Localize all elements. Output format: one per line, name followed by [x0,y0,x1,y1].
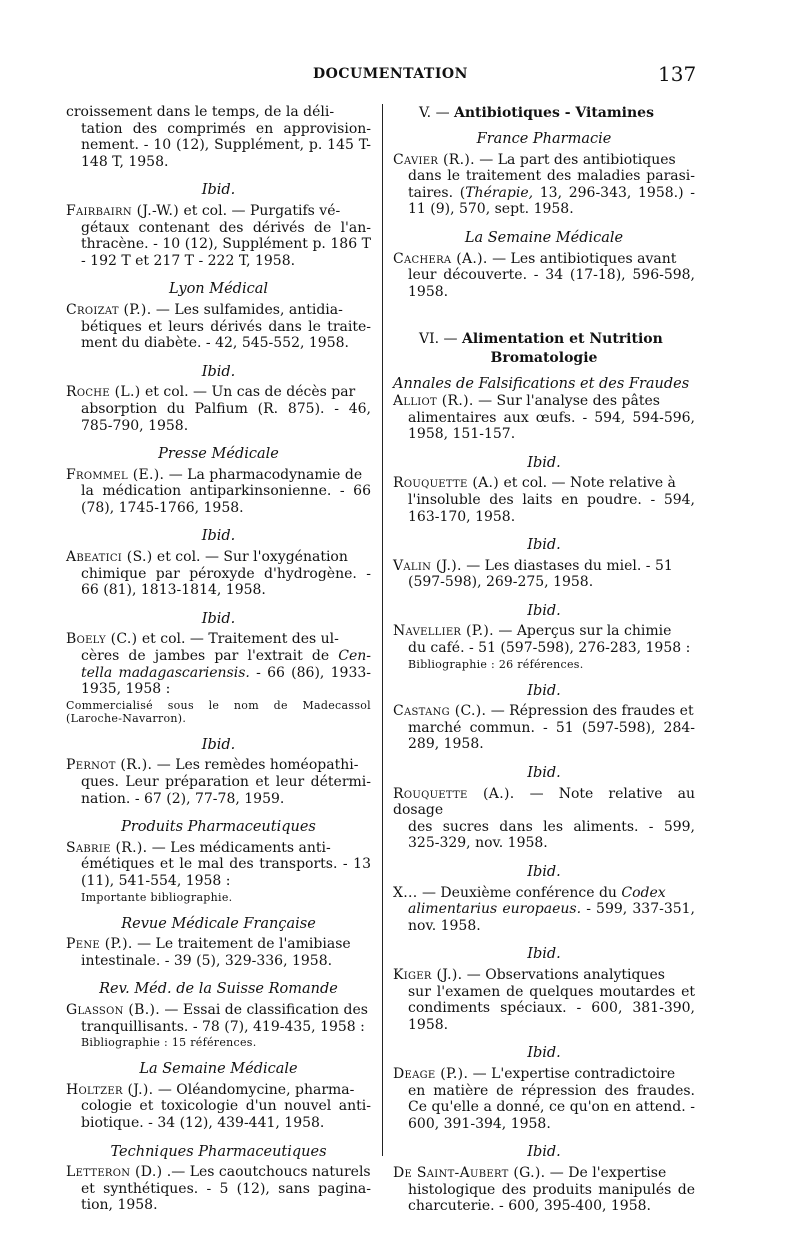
right-column [393,104,695,1215]
section-number: V. — [419,105,455,121]
entry-continuation: leur découverte. - 34 (17-18), 596-598, 1958. [408,267,695,300]
entry-continuation: absorption du Palfium (R. 875). - 46, 785-790, 1958. [81,400,371,434]
entry-author: De Saint-Aubert (G.). [393,1164,546,1181]
entry-continuation: alimentaires aux œufs. - 594, 594-596, 1958, 151-157. [408,409,695,443]
left-column [66,104,371,1214]
entry-author: Castang (C.). [393,703,487,720]
bibliography-entry [66,1082,371,1132]
entry-lead [66,1082,371,1099]
entry-lead [393,1165,695,1182]
entry-author: Fairbairn (J.-W.) [66,202,180,219]
entry-lead-text: — Les antibiotiques avant [487,250,677,267]
entry-lead-text: — Deuxième conférence du [417,884,622,901]
source-heading: Revue Médicale Française [121,915,316,932]
entry-author: Rouquette (A.). [393,785,515,802]
source-heading: La Semaine Médicale [139,1061,298,1078]
entry-lead [393,967,695,984]
bibliography-entry [66,936,371,969]
bibliography-entry [393,393,695,443]
page-number: 137 [658,62,697,86]
source-heading: Ibid. [201,610,236,627]
source-heading: Rev. Méd. de la Suisse Romande [99,981,338,998]
entry-lead [66,302,371,319]
entry-lead [393,885,695,902]
entry-continuation: la médication antiparkinsonienne. - 66 (78), 1745-1766, 1958. [81,483,371,516]
source-heading: Ibid. [527,864,561,880]
entry-continuation: bétiques et leurs dérivés dans le traite-ment du diabète. - 42, 545-552, 1958. [81,318,371,352]
codex-title: alimentarius europaeus. [408,901,582,918]
bibliography-entry [66,384,371,434]
entry-lead-text: .— Les caoutchoucs naturels [162,1164,371,1181]
entry-continuation: cologie et toxicologie d'un nouvel anti-biotique. - 34 (12), 439-441, 1958. [81,1098,371,1131]
bibliography-entry [66,549,371,599]
entry-lead-text: et col. — Traitement des ul- [137,631,339,648]
bibliography-entry [66,840,371,904]
bibliography-entry [66,1002,371,1049]
entry-lead-text: — Oléandomycine, pharma- [153,1081,355,1098]
entry-lead-text: et col. — Un cas de décès par [140,384,356,401]
entry-note: Commercialisé sous le nom de Madecassol (Laroche-Navarron). [66,698,371,725]
source-heading: Ibid. [527,682,561,699]
entry-author: Boely (C.) [66,631,138,648]
entry-lead-text: — La pharmacodynamie de [164,466,363,483]
entry-lead [66,203,371,220]
bibliography-entry [66,1164,371,1214]
entry-lead-text: — Essai de classification des [159,1001,368,1018]
entry-lead [66,549,371,566]
entry-continuation: gétaux contenant des dérivés de l'an-thracène. - 10 (12), Supplément p. 186 T - 192 T et 217 T - 222 T, 1958. [81,219,371,269]
entry-lead [66,936,371,953]
species-name: Cen-tella madagascariensis. [81,648,371,681]
entry-author: Alliot (R.). [393,392,474,409]
entry-author: Kiger (J.). [393,966,463,983]
entry-lead [393,251,695,268]
section-subtitle: Bromatologie [490,350,598,367]
source-heading: Techniques Pharmaceutiques [110,1143,327,1160]
entry-lead-text: — Les diastases du miel. - 51 [461,557,673,574]
source-heading: Presse Médicale [158,446,279,463]
entry-lead-text: — Le traitement de l'amibiase [132,936,351,953]
entry-lead [393,703,695,720]
entry-lead-text: — Sur l'analyse des pâtes [473,392,660,409]
source-heading: Lyon Médical [169,281,268,298]
source-heading: Ibid. [527,946,561,963]
entry-author: Holtzer (J.). [66,1081,154,1098]
bibliography-entry [66,757,371,807]
entry-continuation: marché commun. - 51 (597-598), 284-289, 1958. [408,719,695,753]
entry-author: Pene (P.). [66,936,133,953]
entry-author: Deage (P.). [393,1065,469,1082]
entry-continuation: tation des comprimés en approvision-nement. - 10 (12), Supplément, p. 145 T-148 T, 1958. [81,120,371,170]
bibliography-entry [393,885,695,935]
entry-author: Navellier (P.). [393,623,494,640]
entry-lead [66,384,371,401]
source-heading: Ibid. [201,528,236,545]
entry-text: - 66 (86), 1933-1935, 1958 : [81,664,371,698]
bibliography-entry [393,1165,695,1215]
entry-lead-text: — Répression des fraudes et [486,703,694,720]
source-heading: Ibid. [201,363,236,380]
source-heading: Ibid. [527,1144,561,1161]
entry-lead-text: — De l'expertise [545,1164,667,1181]
entry-lead [393,623,695,640]
source-heading: Annales de Falsifications et des Fraudes [393,376,690,393]
page-header [0,62,800,92]
entry-author: Pernot (R.). [66,757,153,774]
entry-lead [66,840,371,857]
entry-author: Frommel (E.). [66,466,165,483]
entry-author: Rouquette (A.) [393,475,500,492]
entry-note: Importante bibliographie. [81,890,233,904]
entry-text: cères de jambes par l'extrait de [81,648,339,665]
entry-text: 13, 296-343, 1958.) - 11 (9), 570, sept. 1958. [408,184,695,218]
entry-lead [393,1066,695,1083]
entry-lead-text: et col. — Purgatifs vé- [179,202,341,219]
entry-continuation: histologique des produits manipulés de charcuterie. - 600, 395-400, 1958. [408,1181,695,1215]
entry-lead-text: — Aperçus sur la chimie [493,623,672,640]
entry-continuation: en matière de répression des fraudes. Ce qu'elle a donné, ce qu'on en attend. - 600, 391-394, 1958. [408,1082,695,1132]
entry-lead: croissement dans le temps, de la déli- [66,104,335,120]
bibliography-entry [66,302,371,352]
journal-name: Thérapie, [465,184,534,201]
entry-author: Sabrie (R.). [66,839,148,856]
entry-continuation [66,648,371,698]
entry-lead [66,467,371,484]
entry-author: Croizat (P.). [66,301,152,318]
entry-continuation: l'insoluble des laits en poudre. - 594, 163-170, 1958. [408,491,695,525]
entry-lead-text: — Observations analytiques [462,966,665,983]
section-heading [419,330,695,368]
entry-continuation: sur l'examen de quelques moutardes et condiments spéciaux. - 600, 381-390, 1958. [408,983,695,1033]
bibliography-entry [393,703,695,753]
entry-continuation: et synthétiques. - 5 (12), sans pagina-tion, 1958. [81,1180,371,1214]
entry-continuation: ques. Leur préparation et leur détermi-nation. - 67 (2), 77-78, 1959. [81,774,371,807]
entry-lead-text: et col. — Note relative à [499,475,676,492]
source-heading: Ibid. [527,1045,561,1062]
running-title: DOCUMENTATION [313,66,468,82]
column-divider [382,104,383,1156]
entry-lead-text: — Les remèdes homéopathi- [152,757,359,774]
entry-author: Glasson (B.). [66,1001,160,1018]
entry-author: Abeatici (S.) [66,549,153,566]
source-heading: Ibid. [201,736,236,753]
entry-lead [393,393,695,410]
entry-author: Valin (J.). [393,557,462,574]
entry-continuation: tranquillisants. - 78 (7), 419-435, 1958 : [81,1018,365,1035]
section-title: Antibiotiques - Vitamines [454,105,654,121]
entry-lead-text: — Les médicaments anti- [147,839,331,856]
entry-continuation: (597-598), 269-275, 1958. [408,574,594,591]
bibliography-entry [393,967,695,1033]
bibliography-entry [393,623,695,670]
bibliography-entry [393,475,695,525]
bibliography-entry [393,152,695,218]
entry-continuation: du café. - 51 (597-598), 276-283, 1958 : [408,640,691,657]
bibliography-entry [393,251,695,301]
entry-lead [393,558,695,575]
entry-lead [66,631,371,648]
entry-lead-text: — Les sulfamides, antidia- [151,301,343,318]
entry-lead-text: — La part des antibiotiques [474,151,676,168]
entry-continuation: émétiques et le mal des transports. - 13 (11), 541-554, 1958 : [81,856,371,889]
entry-author: Letteron (D.) [66,1164,163,1181]
entry-author: Roche (L.) [66,384,141,401]
entry-author: Cachera (A.). [393,250,488,267]
entry-lead-text: et col. — Sur l'oxygénation [152,549,348,566]
entry-lead [66,757,371,774]
entry-lead-text: — L'expertise contradictoire [468,1065,676,1082]
source-heading: Ibid. [527,602,561,619]
section-heading [419,104,695,123]
entry-lead [66,1002,371,1019]
entry-text: dans le traitement des maladies parasi-taires. ( [408,168,695,201]
entry-note: Bibliographie : 26 références. [408,657,584,671]
source-heading: Ibid. [527,454,561,471]
bibliography-entry [66,203,371,269]
entry-lead [393,475,695,492]
entry-note: Bibliographie : 15 références. [81,1036,257,1050]
entry-lead [66,1164,371,1181]
entry-author: X... [393,884,418,901]
codex-title: Codex [621,884,666,901]
entry-lead [393,152,695,169]
section-number: VI. — [419,331,462,348]
source-heading: Produits Pharmaceutiques [121,819,316,836]
entry-continuation [393,168,695,218]
section-title: Alimentation et Nutrition [462,331,663,348]
continued-entry [66,104,371,170]
source-heading: France Pharmacie [476,131,612,147]
bibliography-entry [66,467,371,517]
bibliography-entry [393,558,695,591]
entry-continuation: intestinale. - 39 (5), 329-336, 1958. [81,952,333,969]
entry-lead [393,786,695,819]
source-heading: Ibid. [527,537,561,554]
entry-continuation: des sucres dans les aliments. - 599, 325-329, nov. 1958. [408,818,695,852]
source-heading: Ibid. [527,765,561,782]
source-heading: Ibid. [201,182,236,199]
entry-text: - 599, 337-351, nov. 1958. [408,901,695,934]
entry-continuation [393,901,695,934]
entry-lead-text: — Note relative au dosage [393,785,695,819]
source-heading: La Semaine Médicale [464,229,624,246]
bibliography-entry [66,631,371,724]
bibliography-entry [393,786,695,852]
entry-author: Cavier (R.). [393,151,475,168]
entry-continuation: chimique par péroxyde d'hydrogène. - 66 (81), 1813-1814, 1958. [81,565,371,599]
bibliography-entry [393,1066,695,1132]
